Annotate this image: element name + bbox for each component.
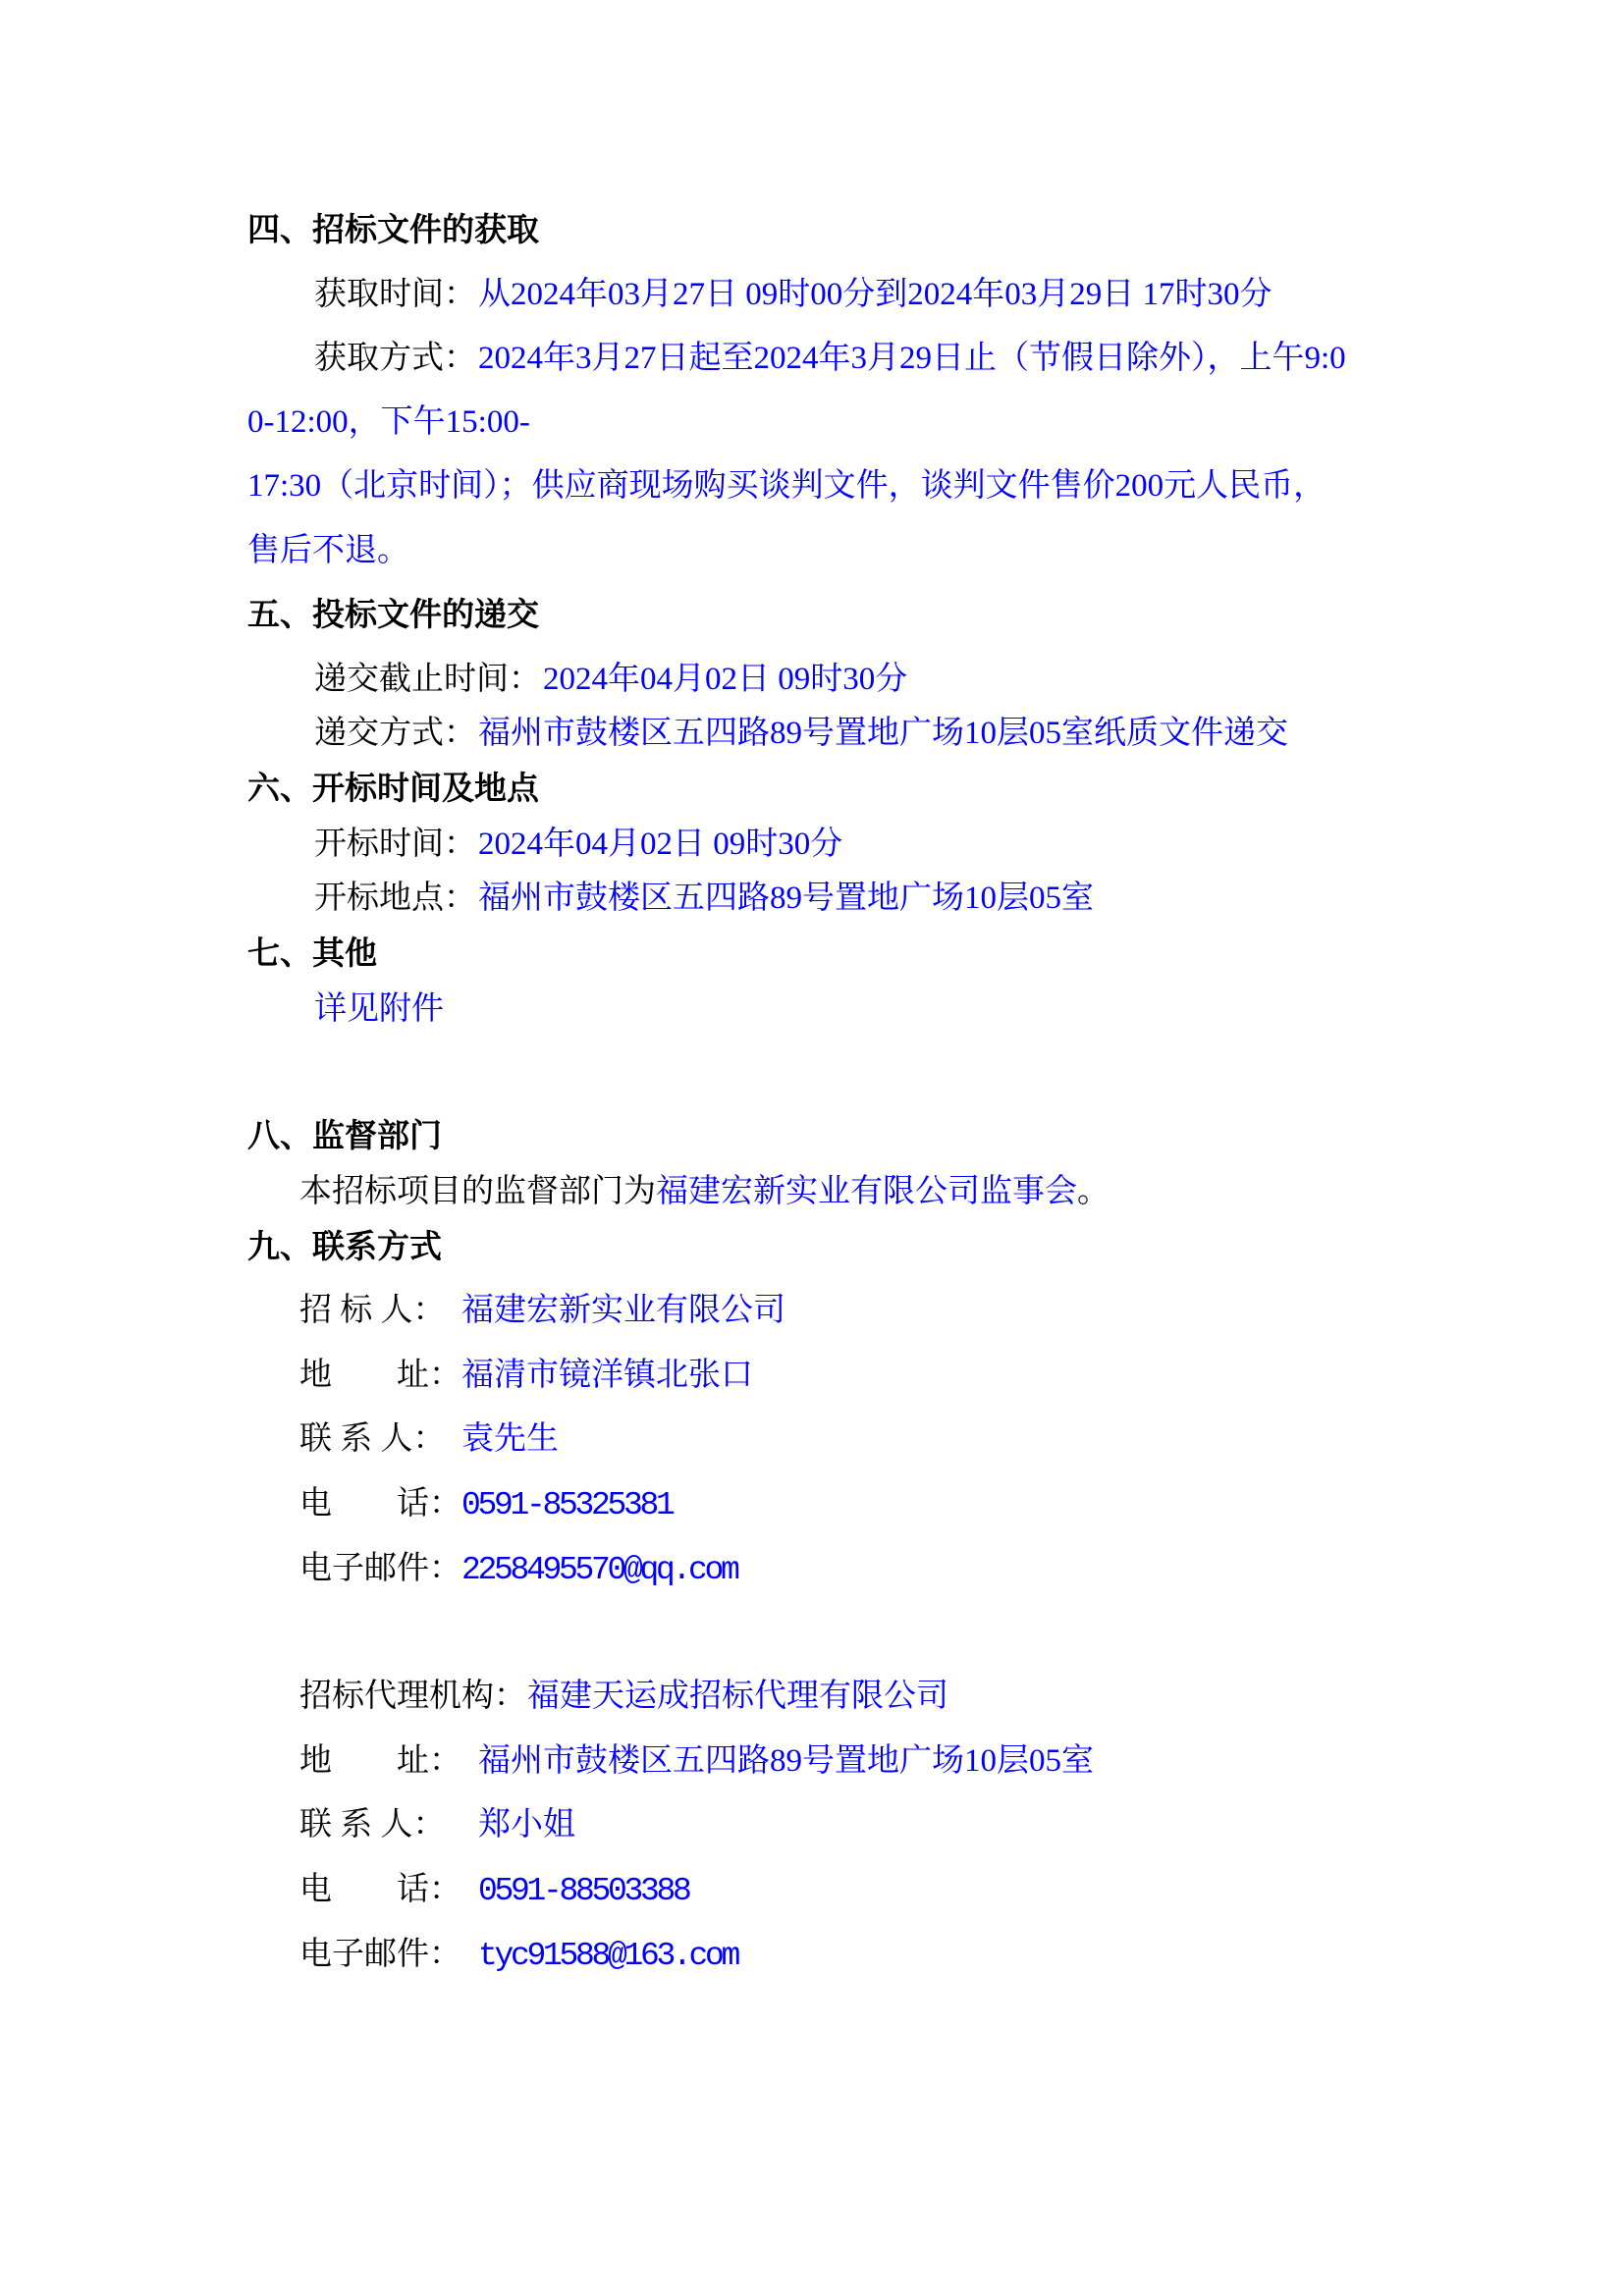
tenderer-contact-label: 联 系 人：: [299, 1421, 446, 1457]
supervision-value: 福建宏新实业有限公司监事会: [656, 1174, 1077, 1209]
submit-method-row: [314, 714, 1288, 753]
opening-time-row: [314, 825, 842, 864]
supervision-prefix: 本招标项目的监督部门为: [299, 1174, 656, 1209]
submit-method-label: 递交方式：: [314, 716, 476, 751]
section6-heading: 六、开标时间及地点: [247, 772, 539, 807]
tenderer-name-value: 福建宏新实业有限公司: [461, 1293, 785, 1328]
tenderer-address-label: 地 址：: [299, 1358, 461, 1393]
tenderer-phone-label: 电 话：: [299, 1486, 461, 1522]
section9-heading: 九、联系方式: [247, 1230, 442, 1265]
opening-place-label: 开标地点：: [314, 881, 476, 916]
other-value: 详见附件: [314, 991, 444, 1027]
supervision-suffix: 。: [1077, 1174, 1110, 1209]
agency-contact-row: [299, 1805, 575, 1844]
agency-email-row: [299, 1935, 737, 1974]
agency-address-label: 地 址：: [299, 1743, 461, 1779]
opening-time-value: 2024年04月02日 09时30分: [478, 827, 843, 862]
agency-name-value: 福建天运成招标代理有限公司: [527, 1679, 948, 1714]
agency-phone-label: 电 话：: [299, 1872, 461, 1907]
agency-email-label: 电子邮件：: [299, 1937, 461, 1972]
opening-place-value: 福州市鼓楼区五四路89号置地广场10层05室: [478, 881, 1094, 916]
tenderer-email-label: 电子邮件：: [299, 1551, 461, 1586]
tenderer-phone-value: 0591-85325381: [461, 1487, 673, 1523]
section7-heading: 七、其他: [247, 936, 377, 972]
acquire-time-row: [314, 275, 1272, 314]
section8-heading: 八、监督部门: [247, 1119, 442, 1154]
agency-name-row: [299, 1677, 948, 1716]
acquire-method-row: [314, 339, 1346, 378]
tenderer-address-value: 福清市镜洋镇北张口: [461, 1358, 753, 1393]
tenderer-email-value: 2258495570@qq.com: [461, 1552, 737, 1588]
acquire-method-label: 获取方式：: [314, 341, 476, 376]
agency-address-row: [299, 1741, 1094, 1781]
agency-contact-value: 郑小姐: [478, 1807, 575, 1842]
acquire-method-value-line3: [247, 466, 1326, 506]
acquire-method-value-line1: 2024年3月27日起至2024年3月29日止（节假日除外），上午9:0: [478, 341, 1346, 376]
submit-deadline-row: [314, 660, 907, 699]
tenderer-contact-value: 袁先生: [461, 1421, 559, 1457]
tenderer-address-row: [299, 1356, 753, 1395]
acquire-time-label: 获取时间：: [314, 277, 476, 312]
tenderer-name-row: [299, 1291, 785, 1330]
tenderer-email-row: [299, 1549, 737, 1588]
tenderer-contact-row: [299, 1419, 559, 1459]
agency-phone-value: 0591-88503388: [478, 1873, 689, 1909]
tenderer-phone-row: [299, 1484, 673, 1523]
acquire-method-value-line3-text: 17:30（北京时间）；供应商现场购买谈判文件，谈判文件售价200元人民币，: [247, 468, 1326, 504]
tenderer-name-label: 招 标 人：: [299, 1293, 446, 1328]
acquire-time-value: 从2024年03月27日 09时00分到2024年03月29日 17时30分: [478, 277, 1272, 312]
submit-method-value: 福州市鼓楼区五四路89号置地广场10层05室纸质文件递交: [478, 716, 1288, 751]
acquire-method-value-line4-text: 售后不退。: [247, 533, 409, 568]
agency-address-value: 福州市鼓楼区五四路89号置地广场10层05室: [478, 1743, 1094, 1779]
submit-deadline-label: 递交截止时间：: [314, 662, 541, 697]
agency-contact-label: 联 系 人：: [299, 1807, 446, 1842]
acquire-method-value-line2-text: 0-12:00，下午15:00-: [247, 404, 530, 440]
opening-place-row: [314, 879, 1094, 918]
section5-heading: 五、投标文件的递交: [247, 598, 539, 633]
agency-email-value: tyc91588@163.com: [478, 1938, 738, 1974]
section4-heading: 四、招标文件的获取: [247, 213, 539, 248]
agency-phone-row: [299, 1870, 689, 1909]
acquire-method-value-line2: [247, 402, 530, 442]
supervision-row: [299, 1172, 1110, 1211]
acquire-method-value-line4: [247, 531, 409, 570]
other-row: [314, 989, 444, 1029]
agency-name-label: 招标代理机构：: [299, 1679, 526, 1714]
submit-deadline-value: 2024年04月02日 09时30分: [543, 662, 908, 697]
opening-time-label: 开标时间：: [314, 827, 476, 862]
